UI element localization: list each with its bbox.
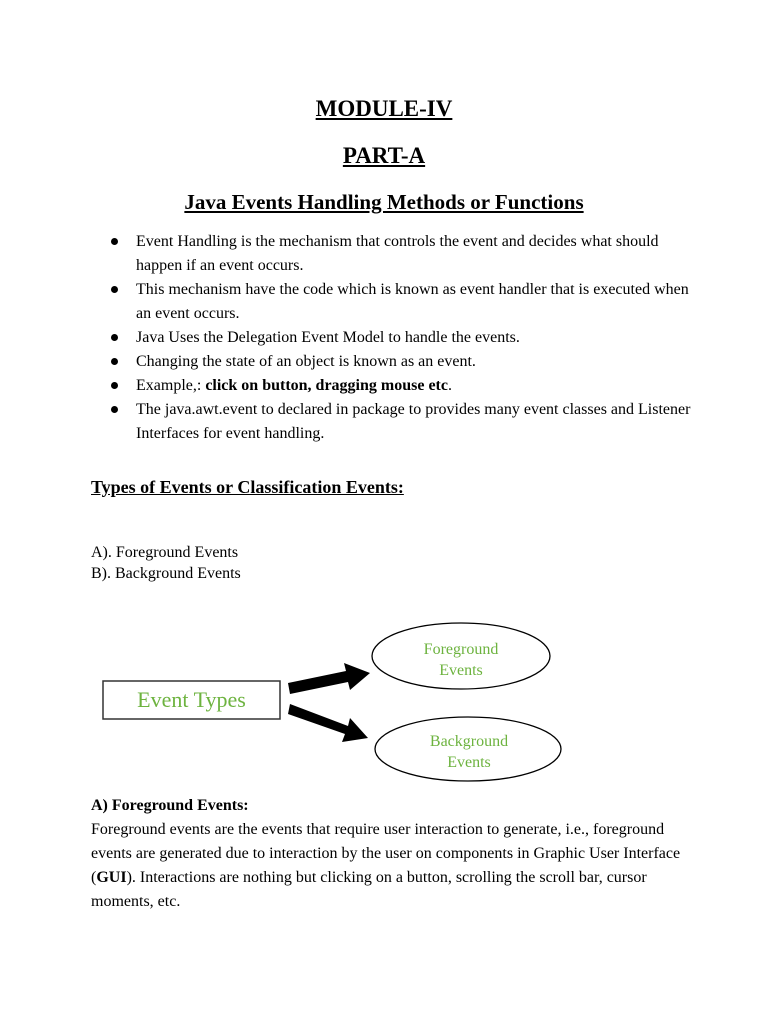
arrow-to-background-icon	[288, 704, 368, 742]
foreground-paragraph	[91, 818, 681, 914]
bullet-item	[91, 230, 691, 278]
foreground-events-section	[91, 794, 681, 914]
type-background: B). Background Events	[91, 565, 241, 582]
foreground-ellipse-line2: Events	[439, 662, 483, 679]
event-types-diagram	[100, 618, 570, 788]
bullet-text: Changing the state of an object is known as an event.	[136, 353, 476, 370]
bullet-item	[91, 398, 691, 446]
background-ellipse-line2: Events	[447, 754, 491, 771]
bullet-item	[91, 278, 691, 326]
types-heading: Types of Events or Classification Events:	[91, 477, 404, 497]
bullet-text-prefix: Example,:	[136, 377, 206, 394]
arrow-to-foreground-icon	[288, 663, 370, 694]
event-types-label: Event Types	[137, 687, 246, 712]
part-title: PART-A	[342, 143, 426, 168]
types-list	[91, 542, 241, 584]
gui-term: GUI	[96, 869, 127, 886]
event-handling-bullet-list	[91, 230, 691, 446]
module-title: MODULE-IV	[315, 96, 453, 121]
foreground-text-part1: Foreground events are the events that require user interaction to generate, i.e., foreground events are generated due to interaction by the user on components in Graphic User Interface (	[91, 821, 681, 886]
bullet-item	[91, 374, 691, 398]
bullet-text: This mechanism have the code which is known as event handler that is executed when an event occurs.	[136, 281, 689, 322]
bullet-text-bold: click on button, dragging mouse etc	[205, 377, 448, 394]
bullet-item	[91, 350, 691, 374]
type-foreground: A). Foreground Events	[91, 544, 239, 561]
foreground-text-part2: ). Interactions are nothing but clicking on a button, scrolling the scroll bar, cursor moments, etc.	[91, 869, 647, 910]
section-title: Java Events Handling Methods or Functions	[184, 190, 584, 214]
foreground-ellipse-line1: Foreground	[423, 641, 499, 658]
bullet-text: Event Handling is the mechanism that controls the event and decides what should happen if an event occurs.	[136, 233, 659, 274]
background-ellipse-line1: Background	[429, 733, 509, 750]
foreground-heading: A) Foreground Events:	[91, 797, 249, 814]
bullet-item	[91, 326, 691, 350]
bullet-text: The java.awt.event to declared in package to provides many event classes and Listener Interfaces for event handling.	[136, 401, 691, 442]
bullet-text-suffix: .	[447, 377, 452, 394]
bullet-text: Java Uses the Delegation Event Model to handle the events.	[136, 329, 520, 346]
